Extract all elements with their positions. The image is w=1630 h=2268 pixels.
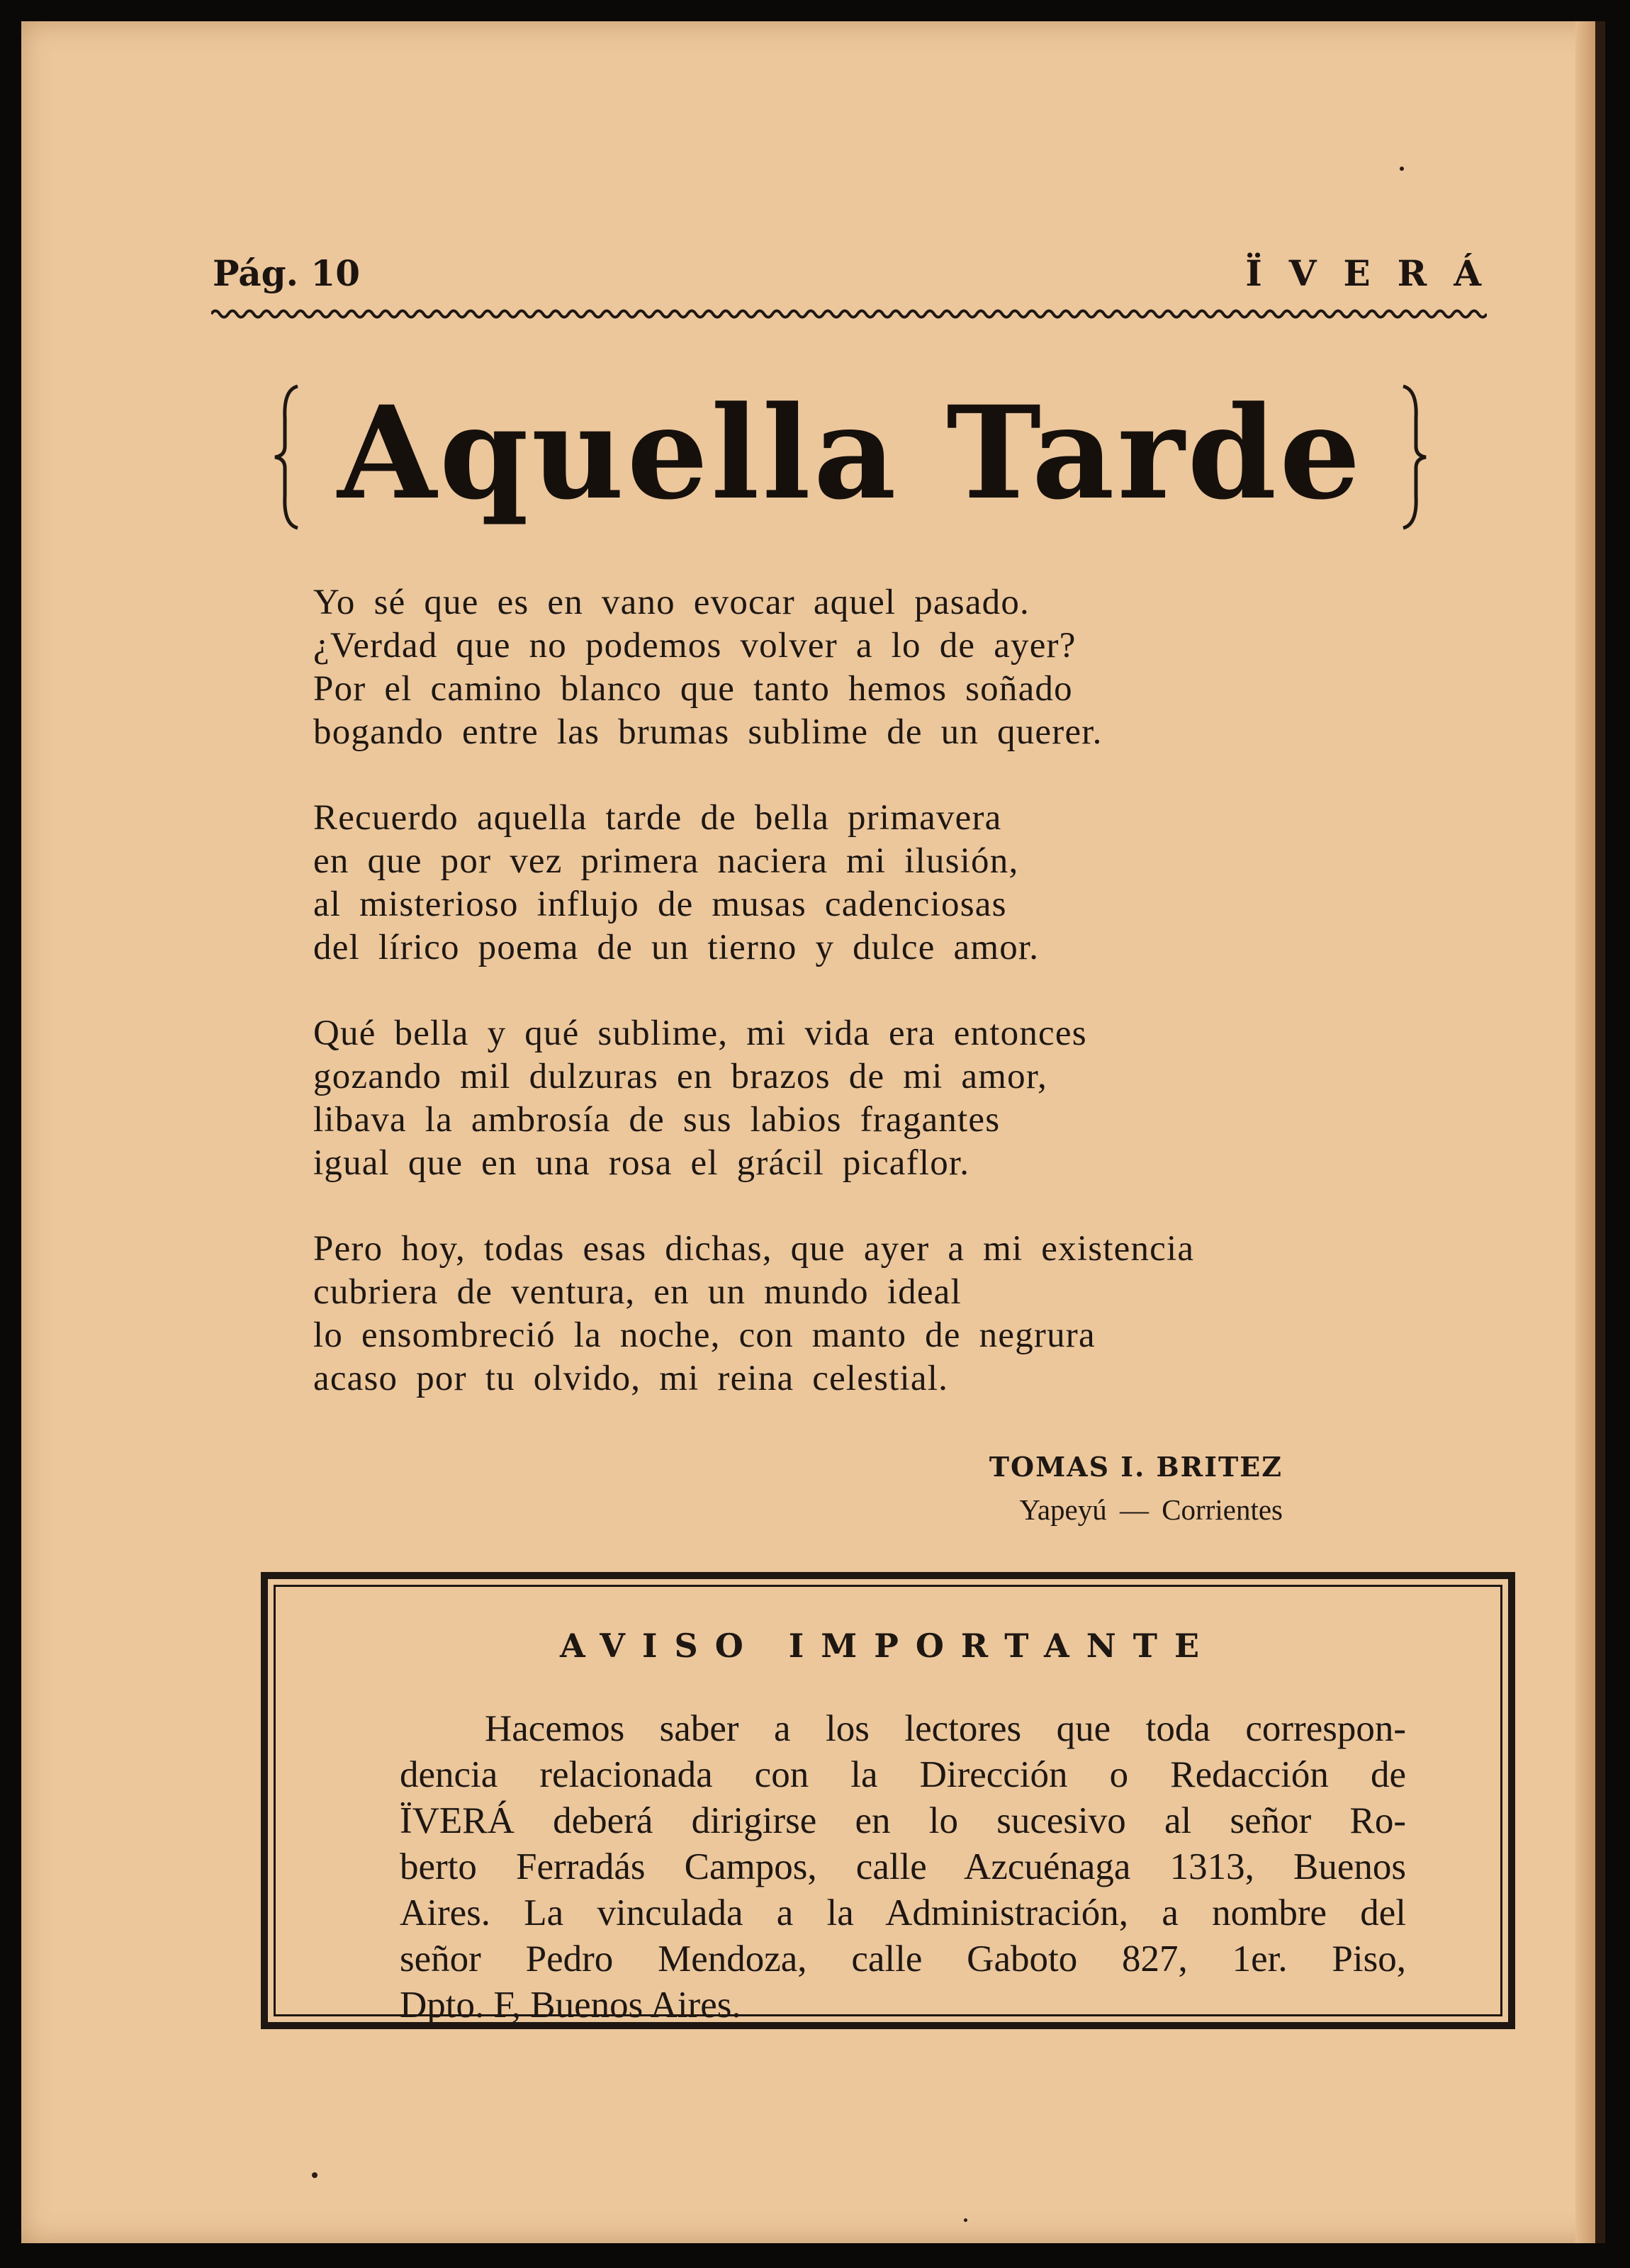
notice-inner-frame: [274, 1585, 1502, 2026]
ink-speck: [312, 2172, 317, 2178]
poem-line: Pero hoy, todas esas dichas, que ayer a mi existencia: [313, 1229, 1195, 1269]
poem-line: Recuerdo aquella tarde de bella primavera: [313, 798, 1002, 838]
page-number: Pág. 10: [213, 252, 361, 294]
poem-line: en que por vez primera naciera mi ilusión,: [313, 841, 1019, 881]
notice-line: berto Ferradás Campos, calle Azcuénaga 1313, Buenos: [400, 1846, 1406, 1887]
poem-line: al misterioso influjo de musas cadenciosas: [313, 885, 1007, 924]
magazine-name: ÏVERÁ: [1245, 252, 1508, 294]
poem-line: del lírico poema de un tierno y dulce amor.: [313, 928, 1040, 967]
notice-line: ÏVERÁ deberá dirigirse en lo sucesivo al señor Ro-: [400, 1800, 1406, 1841]
poem-line: Yo sé que es en vano evocar aquel pasado.: [313, 583, 1030, 622]
wavy-rule-divider: [211, 303, 1487, 325]
notice-box: [261, 1572, 1515, 2029]
right-brace-ornament: [1389, 383, 1432, 532]
poem-line: Qué bella y qué sublime, mi vida era entonces: [313, 1014, 1087, 1053]
poem-line: libava la ambrosía de sus labios fragantes: [313, 1100, 1001, 1140]
poem-line: Por el camino blanco que tanto hemos soñado: [313, 669, 1073, 709]
poem-line: lo ensombreció la noche, con manto de negrura: [313, 1315, 1096, 1355]
notice-line: dencia relacionada con la Dirección o Redacción de: [400, 1754, 1406, 1795]
ink-speck: [964, 2218, 967, 2222]
notice-line: Aires. La vinculada a la Administración, a nombre del: [400, 1892, 1406, 1933]
poem-stanza-1: [313, 581, 1447, 754]
binding-spine: [1595, 21, 1605, 2243]
author-name: TOMAS I. BRITEZ: [989, 1451, 1283, 1483]
article-title: Aquella Tarde: [337, 378, 1364, 528]
notice-line: Dpto. F, Buenos Aires.: [400, 1984, 741, 2026]
page-edge: [1575, 21, 1595, 2243]
poem-line: acaso por tu olvido, mi reina celestial.: [313, 1359, 949, 1398]
poem-line: gozando mil dulzuras en brazos de mi amor,: [313, 1057, 1047, 1096]
poem-line: cubriera de ventura, en un mundo ideal: [313, 1272, 962, 1312]
poem-stanza-2: [313, 797, 1447, 970]
poem-stanza-4: [313, 1228, 1447, 1400]
article-title-block: [269, 369, 1432, 553]
poem-line: ¿Verdad que no podemos volver a lo de ayer?: [313, 626, 1077, 666]
notice-title: AVISO IMPORTANTE: [559, 1627, 1217, 1665]
ink-speck: [1400, 167, 1404, 171]
magazine-page: [21, 21, 1605, 2243]
poem: [313, 581, 1447, 1443]
poem-line: igual que en una rosa el grácil picaflor.: [313, 1143, 970, 1183]
notice-line: señor Pedro Mendoza, calle Gaboto 827, 1er. Piso,: [400, 1938, 1406, 1980]
left-brace-ornament: [269, 383, 312, 532]
author-location: Yapeyú — Corrientes: [1019, 1493, 1283, 1526]
poem-line: bogando entre las brumas sublime de un querer.: [313, 712, 1103, 752]
author-signature: [989, 1446, 1283, 1531]
poem-stanza-3: [313, 1012, 1447, 1185]
notice-line: Hacemos saber a los lectores que toda correspon-: [485, 1708, 1406, 1749]
notice-body: [400, 1706, 1406, 2028]
